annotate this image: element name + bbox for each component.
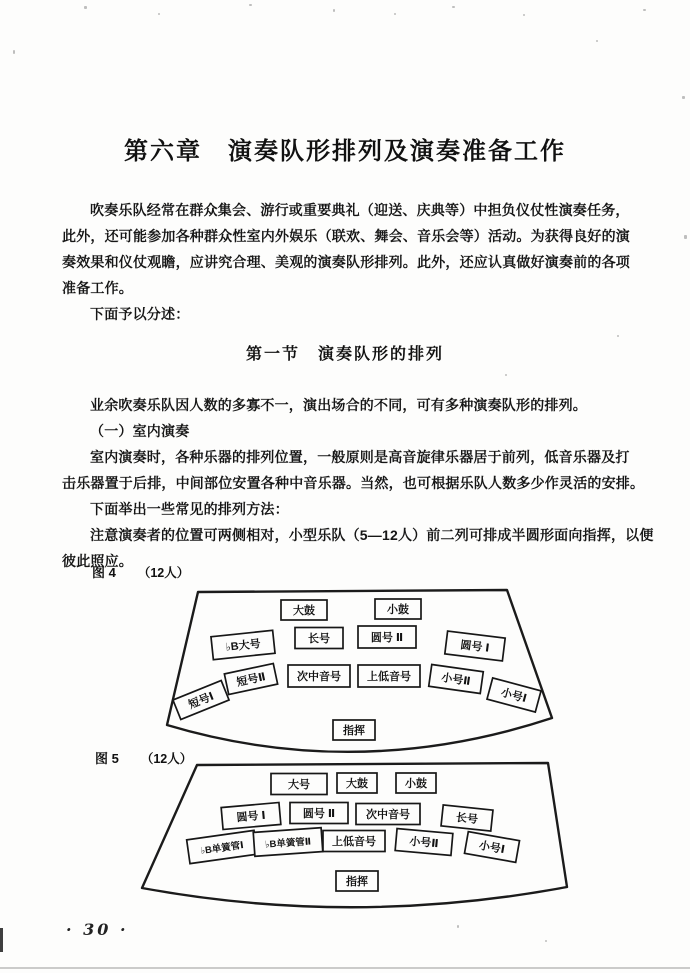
body-line: 下面予以分述： <box>90 306 190 322</box>
instrument-box-label: ♭B单簧管Ⅱ <box>264 836 312 851</box>
instrument-box-label: 短号Ⅱ <box>235 671 267 689</box>
instrument-box <box>173 681 229 720</box>
instrument-box <box>445 631 505 661</box>
instrument-box <box>464 832 519 863</box>
instrument-box <box>295 628 343 649</box>
instrument-box-label: 次中音号 <box>366 809 410 821</box>
instrument-box-label: 圆号 Ⅰ <box>459 639 491 655</box>
instrument-box <box>336 871 378 891</box>
figure4-diagram <box>167 590 552 752</box>
body-line: 室内演奏时，各种乐器的排列位置，一般原则是高音旋律乐器居于前列，低音乐器及打 <box>90 449 630 465</box>
body-line: 下面举出一些常见的排列方法： <box>90 501 289 517</box>
instrument-box <box>337 773 377 793</box>
instrument-box-label: 大鼓 <box>346 778 368 790</box>
instrument-box-label: 指挥 <box>343 725 365 737</box>
instrument-box <box>271 774 327 795</box>
figure4-label: 图 4 <box>92 565 116 580</box>
instrument-box <box>395 829 453 856</box>
body-line: （一）室内演奏 <box>90 423 190 439</box>
body-line: 此外，还可能参加各种群众性室内外娱乐（联欢、舞会、音乐会等）活动。为获得良好的演 <box>62 228 630 244</box>
instrument-box-label: 上低音号 <box>332 836 376 848</box>
figure5-label: 图 5 <box>95 751 119 766</box>
instrument-box-label: 小号Ⅰ <box>499 686 528 706</box>
body-line: 击乐器置于后排，中间部位安置各种中音乐器。当然，也可根据乐队人数多少作灵活的安排。 <box>62 475 645 491</box>
instrument-box <box>290 803 348 824</box>
instrument-box <box>211 630 275 659</box>
page-number: · 30 · <box>66 920 129 939</box>
instrument-box-label: 圆号 Ⅱ <box>370 632 404 644</box>
instrument-box <box>487 678 541 712</box>
instrument-box-label: 短号Ⅰ <box>187 690 216 712</box>
instrument-box-label: 大号 <box>288 779 310 791</box>
instrument-box <box>375 599 421 619</box>
instrument-box-label: 小鼓 <box>405 778 427 790</box>
instrument-box <box>288 665 350 687</box>
figure5-note: （12人） <box>140 752 193 766</box>
body-line: 注意演奏者的位置可两侧相对，小型乐队（5—12人）前二列可排成半圆形面向指挥，以便 <box>90 527 654 543</box>
instrument-box-label: 次中音号 <box>297 671 341 683</box>
figure4-note: （12人） <box>137 566 190 580</box>
body-line: 准备工作。 <box>62 280 133 296</box>
instrument-box <box>396 773 436 793</box>
instrument-box-label: 圆号 Ⅰ <box>236 809 267 825</box>
instrument-box <box>429 664 484 693</box>
instrument-box <box>441 805 493 831</box>
instrument-box <box>333 720 375 740</box>
instrument-box-label: 长号 <box>308 633 330 645</box>
instrument-box <box>358 626 416 648</box>
section-title: 第一节 演奏队形的排列 <box>245 346 444 363</box>
instrument-box <box>221 803 281 830</box>
instrument-box <box>224 664 277 695</box>
instrument-box-label: 大鼓 <box>293 605 315 617</box>
instrument-box-label: 上低音号 <box>367 671 411 683</box>
instrument-box <box>358 665 420 687</box>
figure5-diagram <box>142 763 567 907</box>
body-line: 奏效果和仪仗观瞻，应讲究合理、美观的演奏队形排列。此外，还应认真做好演奏前的各项 <box>62 254 630 270</box>
instrument-box-label: 长号 <box>455 811 479 827</box>
instrument-box-label: ♭B单簧管Ⅰ <box>199 840 245 857</box>
instrument-box <box>323 831 385 852</box>
instrument-box-label: 小鼓 <box>387 604 409 616</box>
instrument-box-label: 指挥 <box>346 876 368 888</box>
chapter-title: 第六章 演奏队形排列及演奏准备工作 <box>124 138 566 165</box>
body-line: 彼此照应。 <box>62 553 133 569</box>
instrument-box <box>356 804 420 825</box>
body-line: 吹奏乐队经常在群众集会、游行或重要典礼（迎送、庆典等）中担负仪仗性演奏任务， <box>90 202 630 218</box>
instrument-box <box>281 600 327 620</box>
instrument-box-label: ♭B大号 <box>225 638 262 654</box>
instrument-box-label: 小号Ⅱ <box>408 835 440 851</box>
instrument-box <box>253 828 323 857</box>
instrument-box-label: 小号Ⅱ <box>440 672 472 688</box>
instrument-box-label: 小号Ⅰ <box>477 839 506 857</box>
instrument-box-label: 圆号 Ⅱ <box>302 808 336 820</box>
instrument-box <box>187 830 258 863</box>
body-line: 业余吹奏乐队因人数的多寡不一，演出场合的不同，可有多种演奏队形的排列。 <box>90 397 587 413</box>
